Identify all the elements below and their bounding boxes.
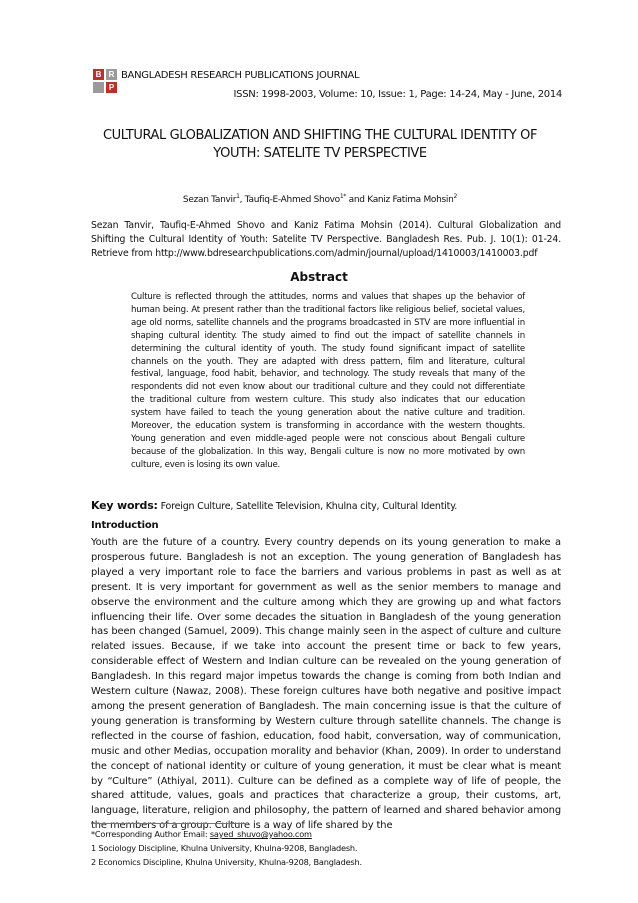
keywords-label: Key words:	[91, 499, 158, 512]
footnote-divider	[91, 823, 246, 824]
author-name: , Taufiq-E-Ahmed Shovo	[239, 195, 340, 205]
footnote-affiliation-2: 2 Economics Discipline, Khulna University, Khulna-9208, Bangladesh.	[91, 857, 362, 867]
paper-title: CULTURAL GLOBALIZATION AND SHIFTING THE CULTURAL IDENTITY OF YOUTH: SATELITE TV PERSPECTIVE	[102, 128, 538, 161]
author-name: Sezan Tanvir	[182, 195, 237, 205]
author-list	[90, 193, 550, 205]
footnote-corresponding: *Corresponding Author Email: sayed_shuvo@yahoo.com	[91, 829, 312, 839]
intro-text: Youth are the future of a country. Every country depends on its young generation to make a prosperous future. Bangladesh is not an exception. The young generation of Bangladesh has played a very important role to face the barriers and various problems in past as well as at present. It is very important for government as well as the senior members to manage and observe the environment and the culture among which they are growing up and what factors influencing their life. Over some decades the situation in Bangladesh of the young generation has been changed (Samuel, 2009). This change mainly seen in the aspect of culture and culture related issues. Because, if we take into account the present time or back to few years, considerable effect of Western and Indian culture can be revealed on the young generation of Bangladesh. In this regard major impetus towards the change is coming from both Indian and Western culture (Nawaz, 2008). These foreign cultures have both negative and positive impact among the present generation of Bangladesh. The main concerning issue is that the culture of young generation is transforming by Western culture through satellite channels. The change is reflected in the course of fashion, education, food habit, conversation, way of communication, music and other Medias, occupation morality and behavior (Khan, 2009). In order to understand the concept of national identity or culture of young generation, it must be clear what is meant by “Culture” (Athiyal, 2011). Culture can be defined as a complete way of life of people, the shared attitude, values, goals and practices that characterize a group, their customs, art, language, literature, religion and philosophy, the pattern of learned and shared behavior among the members of a group. Culture is a way of life shared by the	[91, 537, 561, 832]
journal-logo: B R P	[93, 69, 117, 93]
author-name: and Kaniz Fatima Mohsin	[346, 195, 454, 205]
issn-line: ISSN: 1998-2003, Volume: 10, Issue: 1, Page: 14-24, May - June, 2014	[233, 89, 562, 100]
author-email-link[interactable]: sayed_shuvo@yahoo.com	[209, 829, 312, 839]
abstract-text: Culture is reflected through the attitudes, norms and values that shapes up the behavior of human being. At present rather than the traditional factors like religious belief, societal values, age old norms, satellite channels and the programs broadcasted in STV are more influential in shaping cultural identity. The study aimed to find out the impact of satellite channels in determining the cultural identity of youth. The study found significant impact of satellite channels on the youth. They are adapted with dress pattern, film and literature, cultural festival, language, food habit, behavior, and technology. The study reveals that many of the respondents did not even know about our traditional culture and they could not differentiate the traditional culture from western culture. This study also indicates that our education system have failed to teach the young generation about the native culture and tradition. Moreover, the education system is transforming in accordance with the western thoughts. Young generation and even middle-aged people were not conscious about Bengali culture because of the globalization. In this way, Bengali culture is now no more motivated by own culture, even is losing its own value.	[131, 292, 525, 470]
citation: Sezan Tanvir, Taufiq-E-Ahmed Shovo and Kaniz Fatima Mohsin (2014). Cultural Globalization and Shifting the Cultural Identity of Youth: Satelite TV Perspective. Bangladesh Res. Pub. J. 10(1): 01-24. Retrieve from http://www.bdresearchpublications.com/admin/journal/upload/1410003/1410003.pdf	[91, 220, 561, 259]
keywords	[91, 499, 457, 512]
keywords-text: Foreign Culture, Satellite Television, Khulna city, Cultural Identity.	[157, 501, 458, 512]
author-affiliation: 1	[236, 193, 240, 200]
journal-name: BANGLADESH RESEARCH PUBLICATIONS JOURNAL	[121, 70, 360, 81]
footnote-affiliation-1: 1 Sociology Discipline, Khulna University, Khulna-9208, Bangladesh.	[91, 843, 358, 853]
intro-heading: Introduction	[91, 520, 159, 531]
author-affiliation: 1*	[339, 193, 347, 200]
abstract-heading: Abstract	[290, 270, 348, 284]
author-affiliation: 2	[453, 193, 458, 200]
